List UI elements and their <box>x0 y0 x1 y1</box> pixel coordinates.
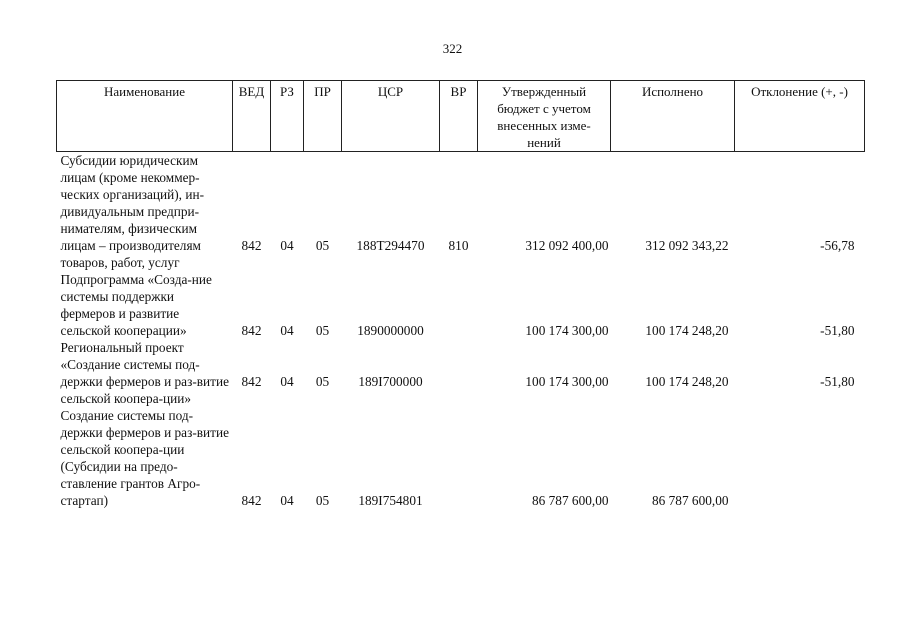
budget-execution-table <box>56 80 865 509</box>
row-executed: 100 174 248,20 <box>645 323 729 338</box>
row-approved: 100 174 300,00 <box>525 374 609 389</box>
header-approved-budget: Утвержденный бюджет с учетом внесенных изме-нений <box>478 81 611 152</box>
row-executed: 312 092 343,22 <box>645 238 729 253</box>
row-ved: 842 <box>241 374 262 389</box>
row-approved: 312 092 400,00 <box>525 238 609 253</box>
table-row <box>57 339 865 407</box>
row-rz: 04 <box>280 493 294 508</box>
row-pr: 05 <box>315 493 330 508</box>
table-row <box>57 407 865 509</box>
header-csr: ЦСР <box>342 81 440 152</box>
page-number: 322 <box>442 41 463 56</box>
row-pr: 05 <box>315 238 330 253</box>
row-pr: 05 <box>315 374 330 389</box>
header-vr: ВР <box>440 81 478 152</box>
row-ved: 842 <box>241 323 262 338</box>
row-vr <box>440 407 478 509</box>
row-deviation: -56,78 <box>820 238 855 253</box>
table-header-row <box>57 81 865 152</box>
header-deviation: Отклонение (+, -) <box>735 81 865 152</box>
row-rz: 04 <box>280 238 294 253</box>
row-ved: 842 <box>241 493 262 508</box>
row-approved: 86 787 600,00 <box>532 493 609 508</box>
row-csr: 189I754801 <box>358 493 423 508</box>
row-vr <box>440 271 478 339</box>
table-row <box>57 152 865 272</box>
header-name: Наименование <box>57 81 233 152</box>
header-ved: ВЕД <box>233 81 271 152</box>
row-rz: 04 <box>280 374 294 389</box>
row-name: Создание системы под-держки фермеров и раз-витие сельской коопера-ции (Субсидии на предо-ставление грантов Агро-стартап) <box>60 408 229 508</box>
row-vr <box>440 339 478 407</box>
row-name: Региональный проект «Создание системы под-держки фермеров и раз-витие сельской коопера-ции» <box>60 340 229 406</box>
row-name: Субсидии юридическим лицам (кроме некоммер-ческих организаций), ин-дивидуальным предпри-нимателям, физическим лицам – производителям товаров, работ, услуг <box>60 153 204 270</box>
header-executed: Исполнено <box>611 81 735 152</box>
row-executed: 86 787 600,00 <box>652 493 729 508</box>
row-deviation: -51,80 <box>820 374 855 389</box>
row-name: Подпрограмма «Созда-ние системы поддержки фермеров и развитие сельской кооперации» <box>60 272 212 338</box>
row-executed: 100 174 248,20 <box>645 374 729 389</box>
row-csr: 188T294470 <box>356 238 425 253</box>
table-row <box>57 271 865 339</box>
row-pr: 05 <box>315 323 330 338</box>
row-approved: 100 174 300,00 <box>525 323 609 338</box>
row-deviation: -51,80 <box>820 323 855 338</box>
header-rz: РЗ <box>271 81 304 152</box>
row-rz: 04 <box>280 323 294 338</box>
row-csr: 189I700000 <box>358 374 423 389</box>
header-pr: ПР <box>304 81 342 152</box>
row-deviation <box>735 407 865 509</box>
row-ved: 842 <box>241 238 262 253</box>
row-vr: 810 <box>448 238 469 253</box>
row-csr: 1890000000 <box>357 323 424 338</box>
